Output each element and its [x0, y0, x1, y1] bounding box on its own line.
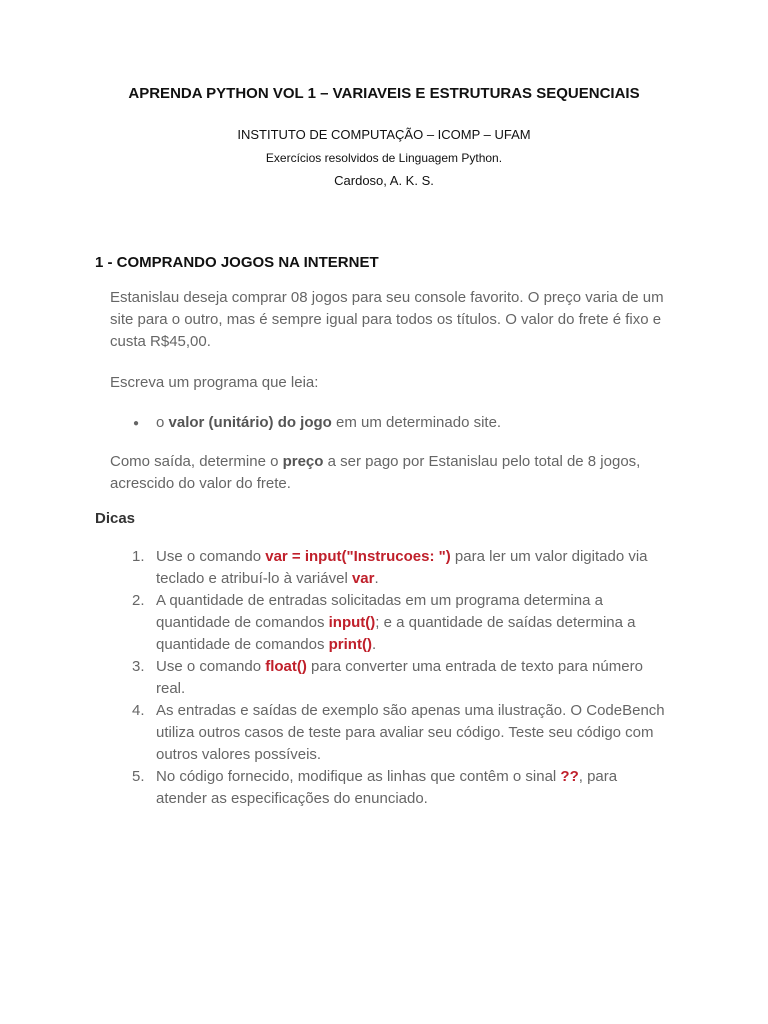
output-prefix: Como saída, determine o	[110, 453, 283, 470]
dica-text: para converter uma entrada de texto para número real.	[156, 658, 643, 697]
dica-text: As entradas e saídas de exemplo são apenas uma ilustração. O CodeBench utiliza outros casos de teste para avaliar seu código. Teste seu código com outros valores possíveis.	[156, 702, 665, 763]
intro-paragraph: Estanislau deseja comprar 08 jogos para seu console favorito. O preço varia de um site para o outro, mas é sempre igual para todos os títulos. O valor do frete é fixo e custa R$45,00.	[110, 289, 664, 350]
bullet-suffix: em um determinado site.	[331, 414, 502, 431]
dica-code: input()	[328, 614, 376, 631]
bullet-prefix: o	[156, 414, 169, 431]
dica-code: var	[351, 570, 375, 587]
dica-code: var = input("Instrucoes: ")	[265, 548, 451, 565]
output-paragraph	[110, 451, 670, 495]
dica-number: 3.	[132, 658, 145, 675]
dica-item-5	[110, 766, 670, 810]
dica-number: 4.	[132, 702, 145, 719]
document-title: APRENDA PYTHON VOL 1 – VARIAVEIS E ESTRUTURAS SEQUENCIAIS	[128, 85, 640, 102]
dica-code: print()	[328, 636, 372, 653]
bullet-bold: valor (unitário) do jogo	[168, 414, 332, 431]
prompt-paragraph: Escreva um programa que leia:	[110, 374, 319, 391]
dica-number: 1.	[132, 548, 145, 565]
dica-text: para ler um valor digitado via teclado e atribuí-lo à variável	[156, 548, 648, 587]
dica-item-2	[110, 590, 670, 656]
dica-code: ??	[560, 768, 579, 785]
output-suffix: a ser pago por Estanislau pelo total de 8 jogos, acrescido do valor do frete.	[110, 453, 641, 492]
dica-number: 5.	[132, 768, 145, 785]
dicas-heading: Dicas	[95, 510, 136, 527]
dica-text: Use o comando	[156, 548, 266, 565]
bullet-item	[156, 412, 501, 434]
dica-text: .	[374, 570, 379, 587]
dica-text: No código fornecido, modifique as linhas que contêm o sinal	[156, 768, 561, 785]
section-heading: 1 - COMPRANDO JOGOS NA INTERNET	[95, 254, 379, 271]
dica-number: 2.	[132, 592, 145, 609]
dica-text: Use o comando	[156, 658, 266, 675]
dica-text: , para atender as especificações do enunciado.	[156, 768, 618, 807]
dica-text: .	[371, 636, 377, 653]
author-line: Cardoso, A. K. S.	[334, 173, 434, 188]
dicas-list	[110, 546, 670, 810]
dica-item-4	[110, 700, 670, 766]
dica-code: float()	[265, 658, 307, 675]
dica-item-3	[110, 656, 670, 700]
bullet-dot-icon: ●	[133, 418, 140, 429]
dica-text: ; e a quantidade de saídas determina a quantidade de comandos	[156, 614, 636, 653]
subtitle-line: Exercícios resolvidos de Linguagem Python.	[265, 151, 503, 165]
dica-text: A quantidade de entradas solicitadas em um programa determina a quantidade de comandos	[156, 592, 603, 631]
output-bold: preço	[282, 453, 324, 470]
institute-line: INSTITUTO DE COMPUTAÇÃO – ICOMP – UFAM	[237, 127, 531, 142]
dica-item-1	[110, 546, 670, 590]
